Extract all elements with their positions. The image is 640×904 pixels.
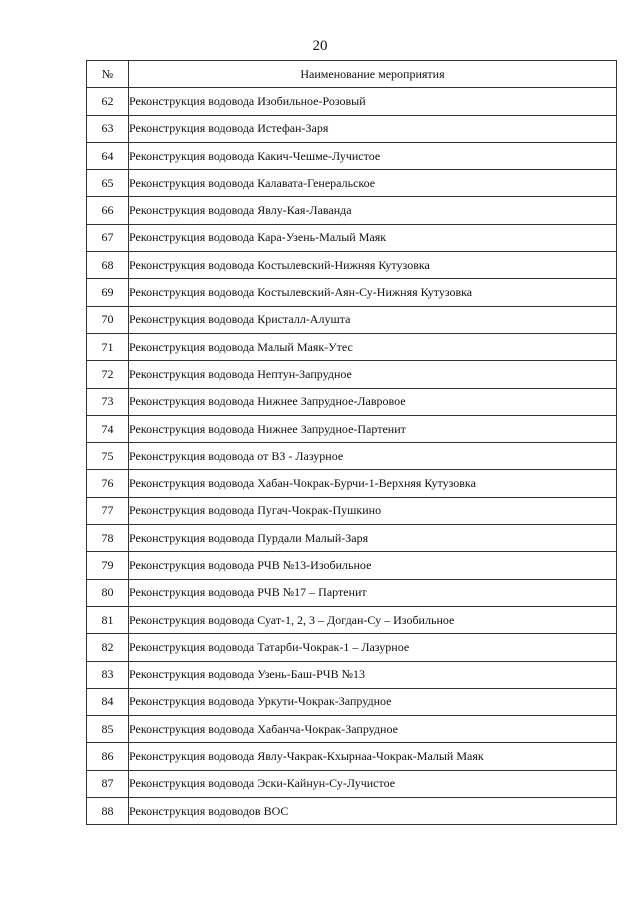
table-row	[87, 497, 617, 524]
table-row	[87, 743, 617, 770]
table-row	[87, 415, 617, 442]
row-number: 74	[87, 415, 129, 442]
row-name: Реконструкция водовода Нижнее Запрудное-Лавровое	[129, 388, 617, 415]
row-name: Реконструкция водовода Калавата-Генеральское	[129, 170, 617, 197]
table-header-row	[87, 61, 617, 88]
row-name: Реконструкция водоводов ВОС	[129, 798, 617, 825]
row-number: 78	[87, 525, 129, 552]
table-row	[87, 798, 617, 825]
row-name: Реконструкция водовода Кристалл-Алушта	[129, 306, 617, 333]
row-number: 71	[87, 333, 129, 360]
row-name: Реконструкция водовода Хабанча-Чокрак-Запрудное	[129, 716, 617, 743]
row-name: Реконструкция водовода Хабан-Чокрак-Бурчи-1-Верхняя Кутузовка	[129, 470, 617, 497]
table-row	[87, 470, 617, 497]
table-row	[87, 279, 617, 306]
row-name: Реконструкция водовода РЧВ №13-Изобильное	[129, 552, 617, 579]
table-row	[87, 333, 617, 360]
row-number: 69	[87, 279, 129, 306]
table-row	[87, 361, 617, 388]
table-row	[87, 115, 617, 142]
row-number: 77	[87, 497, 129, 524]
row-name: Реконструкция водовода Нижнее Запрудное-Партенит	[129, 415, 617, 442]
row-number: 79	[87, 552, 129, 579]
row-number: 62	[87, 88, 129, 115]
row-number: 75	[87, 443, 129, 470]
table-body	[87, 88, 617, 825]
table-row	[87, 770, 617, 797]
row-number: 65	[87, 170, 129, 197]
row-name: Реконструкция водовода Пурдали Малый-Заря	[129, 525, 617, 552]
table-row	[87, 306, 617, 333]
table-row	[87, 388, 617, 415]
table-row	[87, 252, 617, 279]
table-row	[87, 661, 617, 688]
table-row	[87, 88, 617, 115]
row-number: 72	[87, 361, 129, 388]
table-row	[87, 224, 617, 251]
table-row	[87, 606, 617, 633]
row-number: 83	[87, 661, 129, 688]
row-number: 85	[87, 716, 129, 743]
table-row	[87, 688, 617, 715]
row-name: Реконструкция водовода Изобильное-Розовый	[129, 88, 617, 115]
row-name: Реконструкция водовода Нептун-Запрудное	[129, 361, 617, 388]
row-name: Реконструкция водовода Костылевский-Аян-Су-Нижняя Кутузовка	[129, 279, 617, 306]
row-name: Реконструкция водовода Эски-Кайнун-Су-Лучистое	[129, 770, 617, 797]
header-number: №	[87, 61, 129, 88]
row-number: 66	[87, 197, 129, 224]
row-name: Реконструкция водовода Пугач-Чокрак-Пушкино	[129, 497, 617, 524]
page-number: 20	[312, 38, 328, 54]
row-name: Реконструкция водовода Истефан-Заря	[129, 115, 617, 142]
row-name: Реконструкция водовода Малый Маяк-Утес	[129, 333, 617, 360]
row-number: 87	[87, 770, 129, 797]
row-number: 63	[87, 115, 129, 142]
row-number: 84	[87, 688, 129, 715]
row-name: Реконструкция водовода Костылевский-Нижняя Кутузовка	[129, 252, 617, 279]
row-name: Реконструкция водовода Татарби-Чокрак-1 – Лазурное	[129, 634, 617, 661]
row-name: Реконструкция водовода Суат-1, 2, 3 – Догдан-Су – Изобильное	[129, 606, 617, 633]
table-row	[87, 634, 617, 661]
measures-table	[86, 60, 617, 825]
row-number: 73	[87, 388, 129, 415]
row-name: Реконструкция водовода Какич-Чешме-Лучистое	[129, 142, 617, 169]
table-row	[87, 552, 617, 579]
row-number: 86	[87, 743, 129, 770]
row-number: 88	[87, 798, 129, 825]
row-number: 76	[87, 470, 129, 497]
row-name: Реконструкция водовода от ВЗ - Лазурное	[129, 443, 617, 470]
row-name: Реконструкция водовода Явлу-Кая-Лаванда	[129, 197, 617, 224]
table-row	[87, 170, 617, 197]
table-row	[87, 443, 617, 470]
row-number: 64	[87, 142, 129, 169]
row-number: 68	[87, 252, 129, 279]
row-name: Реконструкция водовода Кара-Узень-Малый Маяк	[129, 224, 617, 251]
row-number: 82	[87, 634, 129, 661]
row-number: 81	[87, 606, 129, 633]
table-row	[87, 197, 617, 224]
table-row	[87, 579, 617, 606]
row-number: 67	[87, 224, 129, 251]
table-row	[87, 142, 617, 169]
header-name: Наименование мероприятия	[129, 61, 617, 88]
row-number: 80	[87, 579, 129, 606]
row-name: Реконструкция водовода Уркути-Чокрак-Запрудное	[129, 688, 617, 715]
row-name: Реконструкция водовода Узень-Баш-РЧВ №13	[129, 661, 617, 688]
table-row	[87, 716, 617, 743]
row-name: Реконструкция водовода Явлу-Чакрак-Кхырнаа-Чокрак-Малый Маяк	[129, 743, 617, 770]
row-number: 70	[87, 306, 129, 333]
row-name: Реконструкция водовода РЧВ №17 – Партенит	[129, 579, 617, 606]
table-row	[87, 525, 617, 552]
